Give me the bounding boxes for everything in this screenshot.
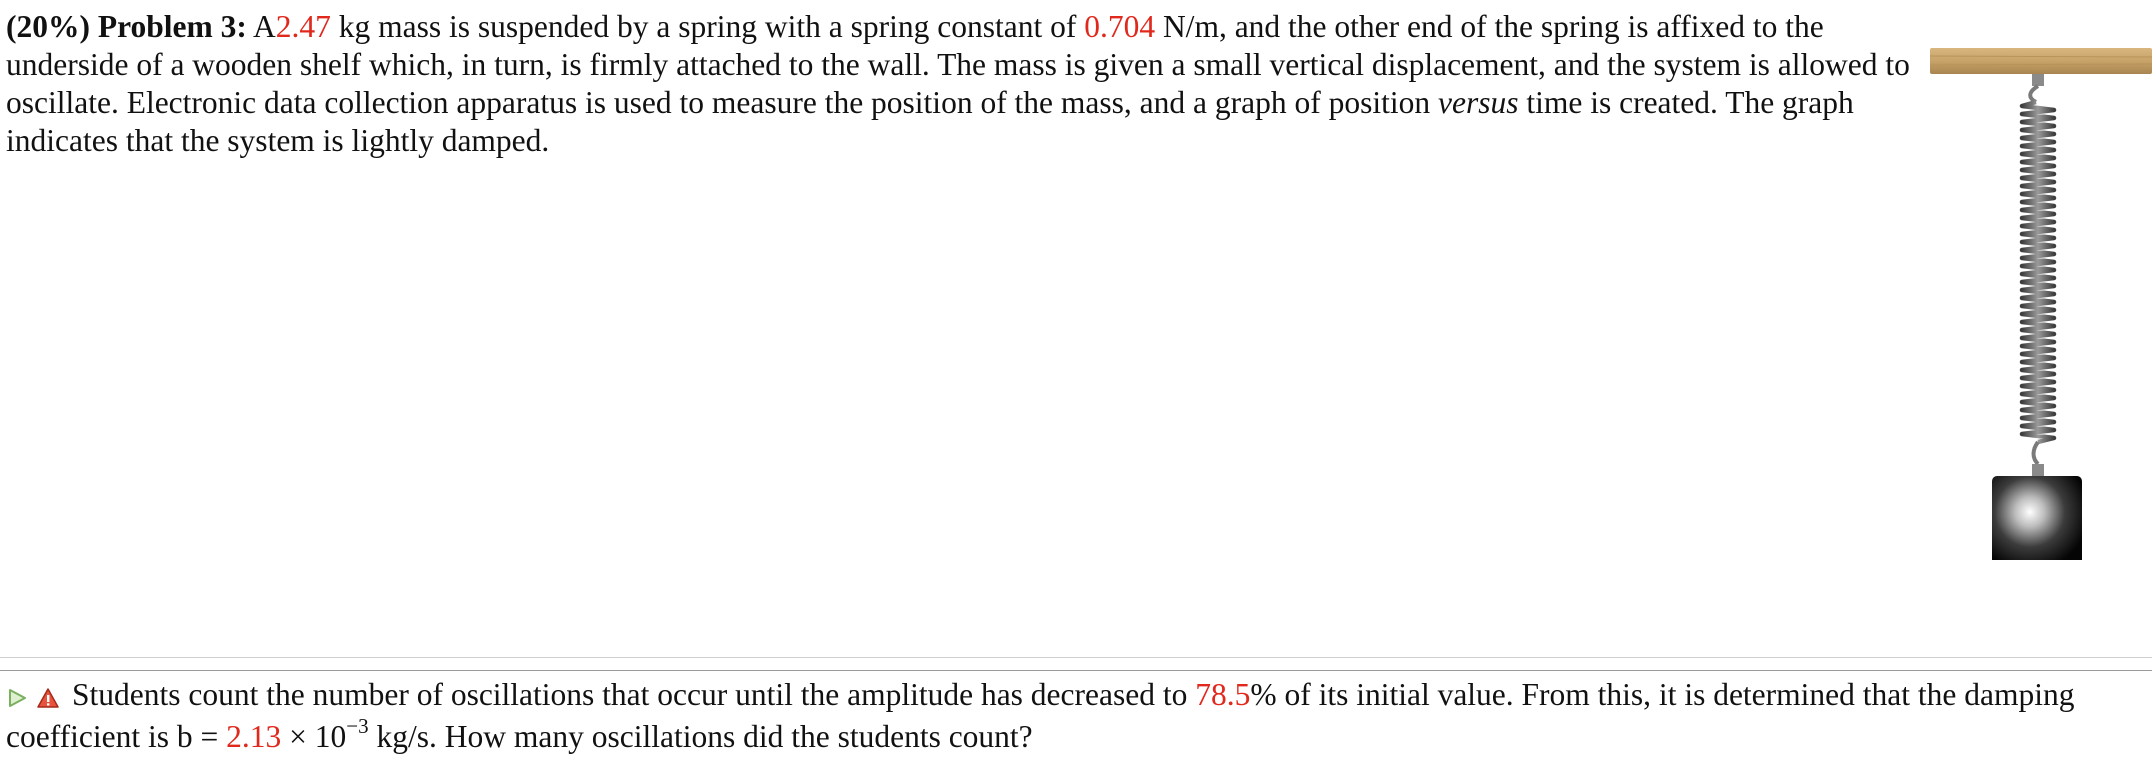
top-hook	[2030, 74, 2044, 102]
percent-value: 78.5	[1195, 677, 1251, 712]
spring-mass-figure	[1928, 40, 2152, 560]
hanging-mass	[1992, 476, 2082, 560]
spring-mass-illustration	[1928, 40, 2152, 560]
play-icon[interactable]	[6, 680, 28, 718]
bottom-hook	[2032, 442, 2044, 478]
spring-constant-value: 0.704	[1084, 9, 1156, 44]
exponent: −3	[346, 714, 369, 738]
divider-top	[0, 657, 2152, 658]
problem-text-3: N/m, and the other end of the spring is affixed to the underside of a wooden shelf which, in turn, is firmly attached to the wall. The mass is given a small vertical displacement, and the system is allowed to oscillate. Electronic data collection apparatus is used to measure the position of the mass, and a graph of position	[6, 9, 1910, 120]
problem-title: Problem 3:	[97, 9, 247, 44]
damping-value: 2.13	[226, 719, 282, 754]
problem-text-2: kg mass is suspended by a spring with a spring constant of	[338, 9, 1077, 44]
problem-statement	[6, 8, 1921, 160]
divider-bottom	[0, 670, 2152, 671]
problem-text-4: time is created. The graph indicates that the system is lightly damped.	[6, 85, 1854, 158]
warning-icon[interactable]	[36, 680, 60, 718]
versus-word: versus	[1437, 85, 1519, 120]
part-text-3: kg/s. How many oscillations did the students count?	[376, 719, 1033, 754]
problem-weight: (20%)	[6, 9, 90, 44]
part-text-1: Students count the number of oscillations that occur until the amplitude has decreased to	[72, 677, 1188, 712]
mass-value: 2.47	[275, 9, 331, 44]
part-text-2: % of its initial value. From this, it is determined that the damping coefficient is b =	[6, 677, 2075, 754]
spring-coil	[2022, 102, 2054, 442]
wooden-shelf	[1930, 48, 2152, 74]
question-part	[6, 676, 2146, 756]
times-ten: × 10	[289, 719, 347, 754]
problem-text-1: A	[253, 9, 276, 44]
